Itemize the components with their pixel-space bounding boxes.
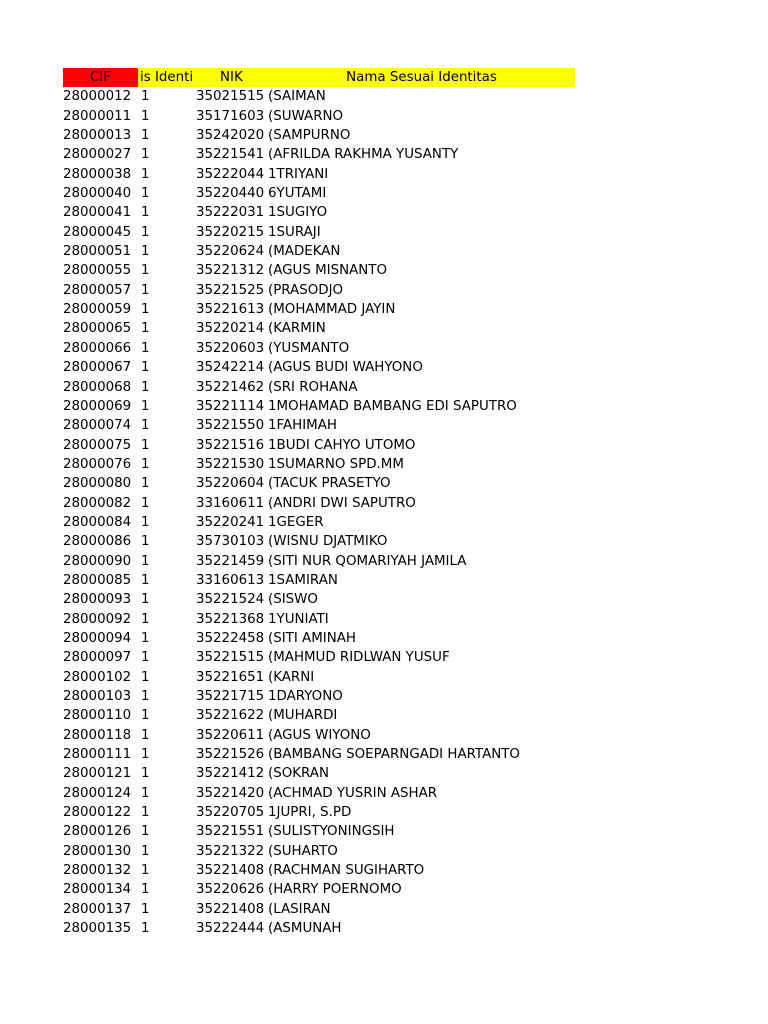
table-row [63, 300, 575, 319]
cell-nik[interactable]: 35021515 [196, 89, 265, 105]
table-row [63, 319, 575, 338]
cell-cif[interactable]: 28000059 [63, 302, 132, 318]
table-row [63, 571, 575, 590]
cell-nama[interactable]: 1YUNIATI [268, 611, 329, 627]
cell-cif[interactable]: 28000134 [63, 882, 132, 898]
table-row [63, 494, 575, 513]
cell-jenis[interactable]: 1 [141, 437, 150, 453]
table-row [63, 687, 575, 706]
table-row [63, 184, 575, 203]
cell-nama[interactable]: (SITI AMINAH [268, 630, 356, 646]
cell-nama[interactable]: (MUHARDI [268, 708, 338, 724]
cell-cif[interactable]: 28000057 [63, 282, 132, 298]
cell-nik[interactable]: 35220603 [196, 340, 265, 356]
cell-nik[interactable]: 35222044 [196, 166, 265, 182]
cell-nik[interactable]: 35221408 [196, 901, 265, 917]
table-row [63, 223, 575, 242]
cell-nama[interactable]: (YUSMANTO [268, 340, 350, 356]
cell-cif[interactable]: 28000051 [63, 244, 132, 260]
cell-jenis[interactable]: 1 [141, 128, 150, 144]
cell-nik[interactable]: 35221462 [196, 379, 265, 395]
cell-nik[interactable]: 35242020 [196, 128, 265, 144]
cell-nik[interactable]: 35221651 [196, 669, 265, 685]
cell-nama[interactable]: (SUWARNO [268, 108, 344, 124]
cell-nik[interactable]: 33160611 [196, 495, 265, 511]
cell-nama[interactable]: (SUHARTO [268, 843, 338, 859]
cell-nik[interactable]: 35221312 [196, 263, 265, 279]
table-row [63, 242, 575, 261]
cell-jenis[interactable]: 1 [141, 456, 150, 472]
cell-nama[interactable]: (SRI ROHANA [268, 379, 358, 395]
header-nama[interactable]: Nama Sesuai Identitas [268, 68, 575, 87]
cell-jenis[interactable]: 1 [141, 611, 150, 627]
table-row [63, 416, 575, 435]
cell-cif[interactable]: 28000086 [63, 534, 132, 550]
cell-nik[interactable]: 35220705 [196, 805, 265, 821]
cell-jenis[interactable]: 1 [141, 572, 150, 588]
cell-cif[interactable]: 28000085 [63, 572, 132, 588]
table-row [63, 397, 575, 416]
cell-nik[interactable]: 35221551 [196, 824, 265, 840]
table-row [63, 552, 575, 571]
cell-jenis[interactable]: 1 [141, 592, 150, 608]
cell-cif[interactable]: 28000110 [63, 708, 132, 724]
cell-jenis[interactable]: 1 [141, 302, 150, 318]
cell-nik[interactable]: 35221525 [196, 282, 265, 298]
cell-nama[interactable]: (AGUS WIYONO [268, 727, 371, 743]
cell-nama[interactable]: (SAMPURNO [268, 128, 351, 144]
table-body [63, 87, 575, 938]
cell-nama[interactable]: (TACUK PRASETYO [268, 476, 391, 492]
cell-cif[interactable]: 28000097 [63, 650, 132, 666]
header-nik[interactable]: NIK [196, 68, 268, 87]
cell-jenis[interactable]: 1 [141, 244, 150, 260]
cell-nama[interactable]: 1SURAJI [268, 224, 321, 240]
cell-nik[interactable]: 35221322 [196, 843, 265, 859]
cell-nik[interactable]: 35221526 [196, 747, 265, 763]
cell-nik[interactable]: 35221408 [196, 863, 265, 879]
cell-cif[interactable]: 28000038 [63, 166, 132, 182]
cell-nama[interactable]: (SOKRAN [268, 766, 329, 782]
cell-nama[interactable]: 1BUDI CAHYO UTOMO [268, 437, 416, 453]
cell-nama[interactable]: 6YUTAMI [268, 186, 327, 202]
cell-nik[interactable]: 33160613 [196, 572, 265, 588]
cell-nik[interactable]: 35242214 [196, 360, 265, 376]
cell-jenis[interactable]: 1 [141, 553, 150, 569]
cell-cif[interactable]: 28000094 [63, 630, 132, 646]
table-row [63, 513, 575, 532]
table-row [63, 532, 575, 551]
table-row [63, 745, 575, 764]
cell-jenis[interactable]: 1 [141, 727, 150, 743]
cell-jenis[interactable]: 1 [141, 689, 150, 704]
cell-nik[interactable]: 35222458 [196, 630, 265, 646]
cell-nik[interactable]: 35220241 [196, 514, 265, 530]
cell-jenis[interactable]: 1 [141, 108, 150, 124]
cell-nik[interactable]: 35221530 [196, 456, 265, 472]
cell-cif[interactable]: 28000040 [63, 186, 132, 202]
cell-nik[interactable]: 35221459 [196, 553, 265, 569]
cell-nama[interactable]: (SISWO [268, 592, 318, 608]
table-row [63, 668, 575, 687]
cell-nama[interactable]: (BAMBANG SOEPARNGADI HARTANTO [268, 747, 520, 763]
cell-jenis[interactable]: 1 [141, 263, 150, 279]
cell-cif[interactable]: 28000045 [63, 224, 132, 240]
cell-nik[interactable]: 35221515 [196, 650, 265, 666]
cell-cif[interactable]: 28000080 [63, 476, 132, 492]
cell-nik[interactable]: 35221114 [196, 398, 265, 414]
cell-nik[interactable]: 35220624 [196, 244, 265, 260]
cell-nama[interactable]: (LASIRAN [268, 901, 331, 917]
cell-jenis[interactable]: 1 [141, 360, 150, 376]
cell-nama[interactable]: (MAHMUD RIDLWAN YUSUF [268, 650, 450, 666]
cell-nama[interactable]: 1FAHIMAH [268, 418, 337, 434]
cell-nik[interactable]: 35221524 [196, 592, 265, 608]
cell-cif[interactable]: 28000068 [63, 379, 132, 395]
cell-nik[interactable]: 35220626 [196, 882, 265, 898]
cell-cif[interactable]: 28000074 [63, 418, 132, 434]
cell-cif[interactable]: 28000055 [63, 263, 132, 279]
cell-jenis[interactable]: 1 [141, 901, 150, 917]
cell-jenis[interactable]: 1 [141, 186, 150, 202]
cell-cif[interactable]: 28000092 [63, 611, 132, 627]
cell-jenis[interactable]: 1 [141, 89, 150, 105]
table-row [63, 281, 575, 300]
cell-cif[interactable]: 28000041 [63, 205, 132, 221]
table-row [63, 880, 575, 899]
cell-cif[interactable]: 28000067 [63, 360, 132, 376]
cell-jenis[interactable]: 1 [141, 630, 150, 646]
cell-jenis[interactable]: 1 [141, 921, 150, 937]
table-row [63, 784, 575, 803]
cell-nik[interactable]: 35221368 [196, 611, 265, 627]
cell-jenis[interactable]: 1 [141, 476, 150, 492]
table-row [63, 358, 575, 377]
table-row [63, 165, 575, 184]
cell-cif[interactable]: 28000130 [63, 843, 132, 859]
table-row [63, 590, 575, 609]
table-row [63, 474, 575, 493]
cell-cif[interactable]: 28000132 [63, 863, 132, 879]
cell-nik[interactable]: 35730103 [196, 534, 265, 550]
cell-cif[interactable]: 28000084 [63, 514, 132, 530]
table-row [63, 126, 575, 145]
cell-cif[interactable]: 28000124 [63, 785, 132, 801]
cell-nama[interactable]: (HARRY POERNOMO [268, 882, 402, 898]
table-row [63, 261, 575, 280]
cell-nama[interactable]: (AGUS BUDI WAHYONO [268, 360, 423, 376]
cell-nama[interactable]: 1MOHAMAD BAMBANG EDI SAPUTRO [268, 398, 517, 414]
cell-cif[interactable]: 28000027 [63, 147, 132, 163]
cell-nama[interactable]: (ANDRI DWI SAPUTRO [268, 495, 416, 511]
cell-jenis[interactable]: 1 [141, 534, 150, 550]
cell-jenis[interactable]: 1 [141, 785, 150, 801]
cell-cif[interactable]: 28000102 [63, 669, 132, 685]
header-cif[interactable]: CIF [63, 68, 138, 87]
cell-jenis[interactable]: 1 [141, 805, 150, 821]
cell-cif[interactable]: 28000135 [63, 921, 132, 937]
cell-nama[interactable]: (ACHMAD YUSRIN ASHAR [268, 785, 438, 801]
cell-jenis[interactable]: 1 [141, 766, 150, 782]
table-row [63, 629, 575, 648]
cell-jenis[interactable]: 1 [141, 882, 150, 898]
cell-cif[interactable]: 28000093 [63, 592, 132, 608]
cell-jenis[interactable]: 1 [141, 708, 150, 724]
table-row [63, 87, 575, 106]
table-row [63, 436, 575, 455]
cell-nama[interactable]: 1DARYONO [268, 689, 343, 704]
cell-cif[interactable]: 28000011 [63, 108, 132, 124]
cell-cif[interactable]: 28000066 [63, 340, 132, 356]
cell-jenis[interactable]: 1 [141, 224, 150, 240]
cell-jenis[interactable]: 1 [141, 282, 150, 298]
spreadsheet-table [63, 68, 575, 938]
cell-nik[interactable]: 35220604 [196, 476, 265, 492]
cell-nik[interactable]: 35171603 [196, 108, 265, 124]
cell-cif[interactable]: 28000121 [63, 766, 132, 782]
cell-nik[interactable]: 35221613 [196, 302, 265, 318]
cell-jenis[interactable]: 1 [141, 514, 150, 530]
cell-nama[interactable]: 1JUPRI, S.PD [268, 805, 352, 821]
cell-nik[interactable]: 35222031 [196, 205, 265, 221]
cell-nik[interactable]: 35222444 [196, 921, 265, 937]
table-row [63, 764, 575, 783]
cell-cif[interactable]: 28000118 [63, 727, 132, 743]
cell-cif[interactable]: 28000090 [63, 553, 132, 569]
cell-nama[interactable]: 1SUGIYO [268, 205, 328, 221]
table-row [63, 610, 575, 629]
cell-cif[interactable]: 28000122 [63, 805, 132, 821]
cell-jenis[interactable]: 1 [141, 669, 150, 685]
cell-nama[interactable]: (AFRILDA RAKHMA YUSANTY [268, 147, 459, 163]
table-row [63, 900, 575, 919]
cell-jenis[interactable]: 1 [141, 147, 150, 163]
cell-cif[interactable]: 28000103 [63, 689, 132, 704]
cell-nik[interactable]: 35220214 [196, 321, 265, 337]
cell-cif[interactable]: 28000069 [63, 398, 132, 414]
cell-jenis[interactable]: 1 [141, 824, 150, 840]
table-row [63, 203, 575, 222]
table-row [63, 861, 575, 880]
cell-nik[interactable]: 35221622 [196, 708, 265, 724]
cell-jenis[interactable]: 1 [141, 650, 150, 666]
cell-cif[interactable]: 28000111 [63, 747, 132, 763]
table-row [63, 803, 575, 822]
cell-jenis[interactable]: 1 [141, 379, 150, 395]
table-row [63, 648, 575, 667]
cell-nama[interactable]: (SULISTYONINGSIH [268, 824, 395, 840]
cell-cif[interactable]: 28000013 [63, 128, 132, 144]
cell-nama[interactable]: 1SUMARNO SPD.MM [268, 456, 404, 472]
cell-jenis[interactable]: 1 [141, 495, 150, 511]
cell-jenis[interactable]: 1 [141, 321, 150, 337]
cell-nik[interactable]: 35221550 [196, 418, 265, 434]
cell-nama[interactable]: (KARNI [268, 669, 315, 685]
table-row [63, 455, 575, 474]
cell-nik[interactable]: 35221541 [196, 147, 265, 163]
table-row [63, 822, 575, 841]
cell-nama[interactable]: 1SAMIRAN [268, 572, 338, 588]
cell-nik[interactable]: 35221420 [196, 785, 265, 801]
cell-jenis[interactable]: 1 [141, 843, 150, 859]
cell-cif[interactable]: 28000137 [63, 901, 132, 917]
cell-cif[interactable]: 28000076 [63, 456, 132, 472]
table-row [63, 706, 575, 725]
cell-jenis[interactable]: 1 [141, 398, 150, 414]
cell-nama[interactable]: (PRASODJO [268, 282, 344, 298]
cell-cif[interactable]: 28000082 [63, 495, 132, 511]
cell-cif[interactable]: 28000075 [63, 437, 132, 453]
cell-nama[interactable]: (RACHMAN SUGIHARTO [268, 863, 425, 879]
table-row [63, 726, 575, 745]
cell-nik[interactable]: 35220215 [196, 224, 265, 240]
cell-nik[interactable]: 35221412 [196, 766, 265, 782]
cell-jenis[interactable]: 1 [141, 166, 150, 182]
table-row [63, 145, 575, 164]
cell-jenis[interactable]: 1 [141, 863, 150, 879]
table-row [63, 919, 575, 938]
cell-cif[interactable]: 28000065 [63, 321, 132, 337]
cell-nama[interactable]: (KARMIN [268, 321, 326, 337]
cell-jenis[interactable]: 1 [141, 205, 150, 221]
header-row [63, 68, 575, 87]
cell-nama[interactable]: (MOHAMMAD JAYIN [268, 302, 396, 318]
cell-nama[interactable]: (MADEKAN [268, 244, 341, 260]
cell-nama[interactable]: 1TRIYANI [268, 166, 329, 182]
table-row [63, 339, 575, 358]
cell-nama[interactable]: 1GEGER [268, 514, 324, 530]
cell-nik[interactable]: 35220611 [196, 727, 265, 743]
cell-nama[interactable]: (SAIMAN [268, 89, 326, 105]
cell-cif[interactable]: 28000126 [63, 824, 132, 840]
cell-nik[interactable]: 35221516 [196, 437, 265, 453]
cell-nik[interactable]: 35221715 [196, 689, 265, 704]
cell-nama[interactable]: (AGUS MISNANTO [268, 263, 387, 279]
header-jenis-identitas[interactable]: is Identi [138, 68, 196, 87]
cell-nama[interactable]: (ASMUNAH [268, 921, 342, 937]
cell-cif[interactable]: 28000012 [63, 89, 132, 105]
table-row [63, 842, 575, 861]
cell-nama[interactable]: (WISNU DJATMIKO [268, 534, 388, 550]
cell-jenis[interactable]: 1 [141, 747, 150, 763]
cell-nama[interactable]: (SITI NUR QOMARIYAH JAMILA [268, 553, 467, 569]
table-row [63, 107, 575, 126]
cell-jenis[interactable]: 1 [141, 418, 150, 434]
cell-nik[interactable]: 35220440 [196, 186, 265, 202]
table-row [63, 378, 575, 397]
cell-jenis[interactable]: 1 [141, 340, 150, 356]
